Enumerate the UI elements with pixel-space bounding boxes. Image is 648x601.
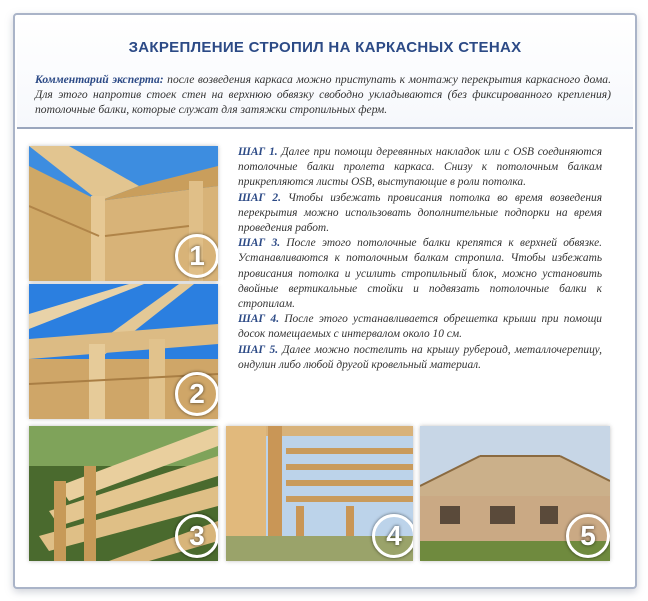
- expert-comment: [35, 72, 611, 117]
- expert-comment-text: после возведения каркаса можно приступать к монтажу перекрытия каркасного дома. Для этого напротив стоек стен на верхнюю обвязку свободно укладываются (без фиксированного крепления) потолочные балки, которые служат для затяжки стропильных ферм.: [35, 73, 611, 116]
- step-1-text: Далее при помощи деревянных накладок или с OSB соединяются потолочные балки пролета каркаса. Снизу к потолочным балкам прикрепляются листы OSB, выступающие в роли потолка.: [238, 146, 602, 189]
- step-5-text: Далее можно постелить на крышу рубероид, металлочерепицу, ондулин либо любой другой кровельный материал.: [238, 343, 602, 371]
- step-4-text: После этого устанавливается обрешетка крыши при помощи досок помещаемых с интервалом около 10 см.: [238, 313, 602, 341]
- step-number-badge: 5: [566, 514, 610, 558]
- step-4: [238, 312, 602, 342]
- step-3: [238, 236, 602, 312]
- step-2: [238, 191, 602, 237]
- step-5: [238, 343, 602, 373]
- steps-text: [238, 145, 602, 373]
- step-2-label: ШАГ 2.: [238, 191, 281, 204]
- photo-step-3: [29, 426, 218, 561]
- step-3-label: ШАГ 3.: [238, 237, 281, 250]
- step-number-badge: 2: [175, 372, 218, 416]
- header-band: [17, 17, 633, 129]
- page-title: ЗАКРЕПЛЕНИЕ СТРОПИЛ НА КАРКАСНЫХ СТЕНАХ: [128, 39, 522, 56]
- photo-step-5: [420, 426, 610, 561]
- photo-step-1: [29, 146, 218, 281]
- step-1-label: ШАГ 1.: [238, 146, 278, 158]
- step-3-text: После этого потолочные балки крепятся к верхней обвязке. Устанавливаются к потолочным балкам стропила. Чтобы избежать провисания потолка и усилить стропильный блок, можно установить двойные вертикальные стойки и подвязать потолочные балки к стропилам.: [238, 237, 602, 311]
- step-5-label: ШАГ 5.: [238, 343, 279, 356]
- photo-step-4: [226, 426, 413, 561]
- step-4-label: ШАГ 4.: [238, 313, 280, 326]
- expert-comment-lead: Комментарий эксперта:: [35, 73, 164, 86]
- step-2-text: Чтобы избежать провисания потолка во время возведения перекрытия можно использовать дополнительные подпорки на время проведения работ.: [238, 191, 602, 235]
- photo-step-2: [29, 284, 218, 419]
- step-number-badge: 3: [175, 514, 218, 558]
- step-1: [238, 145, 602, 191]
- step-number-badge: 4: [372, 514, 413, 558]
- step-number-badge: 1: [175, 234, 218, 278]
